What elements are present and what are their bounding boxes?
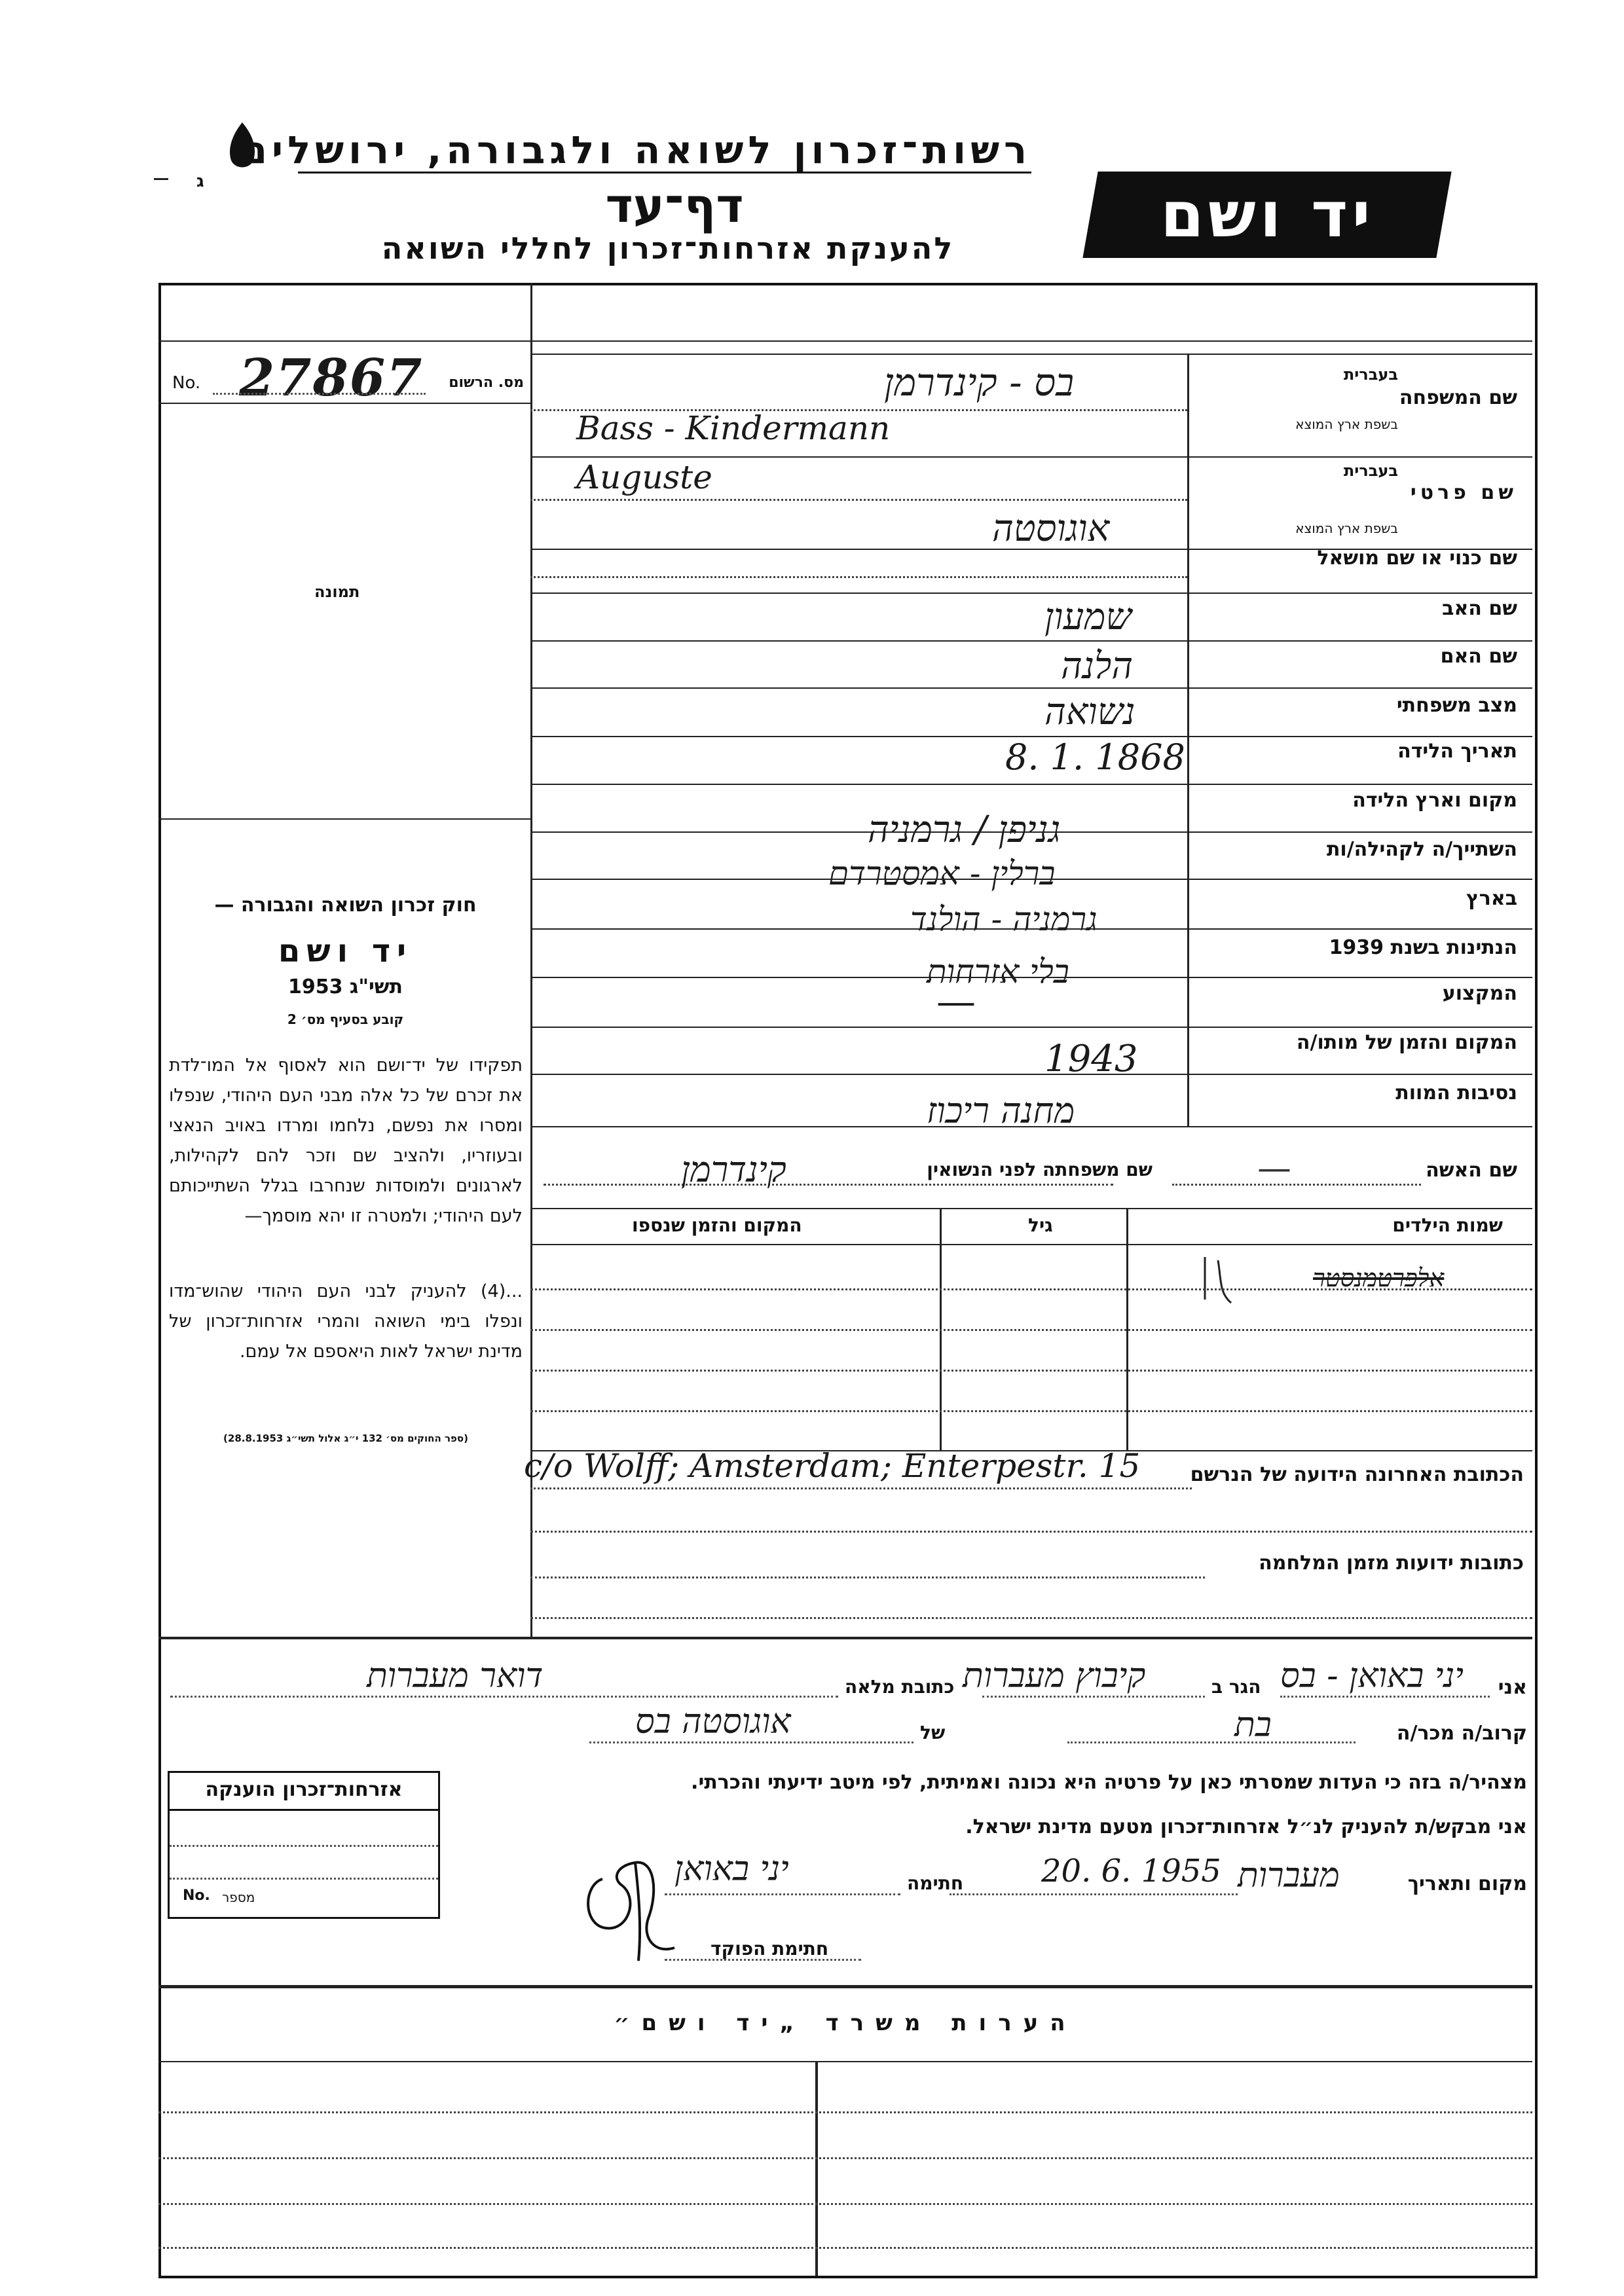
registry-line bbox=[213, 393, 426, 395]
grant-box-rule bbox=[170, 1809, 438, 1811]
grant-box-number-label: מספר bbox=[222, 1889, 255, 1905]
relation-of-value: אוגוסטה בס bbox=[635, 1702, 791, 1741]
rule-mother-bottom bbox=[530, 687, 1532, 689]
dotline-maiden bbox=[544, 1184, 1113, 1186]
rule-father-bottom bbox=[530, 640, 1532, 642]
top-strip-rule bbox=[158, 340, 1532, 342]
rule-family-name-top bbox=[530, 354, 1532, 355]
form-title: דף־עד bbox=[605, 178, 744, 233]
first-name-hebrew-value: אוגוסטה bbox=[992, 507, 1110, 550]
wife-value: — bbox=[1257, 1149, 1291, 1188]
dotline-declarant bbox=[1280, 1696, 1490, 1698]
children-age-label: גיל bbox=[1028, 1214, 1053, 1236]
community-label: השתייך/ה לקהילה/ות bbox=[1326, 838, 1517, 861]
wife-label: שם האשה bbox=[1426, 1159, 1517, 1182]
office-notes-title: הערות משרד „יד ושם״ bbox=[614, 2010, 1077, 2036]
citizenship-label: הנתינות בשנת 1939 bbox=[1329, 936, 1517, 959]
dotline-relation-of bbox=[589, 1741, 913, 1743]
dotline-office-4 bbox=[158, 2247, 1532, 2249]
grant-box-line-1 bbox=[170, 1845, 438, 1847]
declarant-name: יני באואן - בס bbox=[1280, 1656, 1464, 1696]
law-title: חוק זכרון השואה והגבורה — bbox=[214, 894, 477, 917]
children-label: שמות הילדים bbox=[1392, 1214, 1503, 1236]
registry-rule bbox=[158, 403, 530, 404]
margin-mark: ג bbox=[196, 172, 204, 191]
relation-label: קרוב/ה מכר/ה bbox=[1396, 1722, 1527, 1745]
family-name-label: שם המשפחה bbox=[1399, 386, 1517, 409]
struck-scribble-icon bbox=[1192, 1254, 1323, 1306]
declaration-date: 20. 6. 1955 bbox=[1041, 1853, 1221, 1889]
declaration-statement-truth: מצהיר/ה בזה כי העדות שמסרתי כאן על פרטיה היא נכונה ואמיתית, לפי מיטב ידיעתי והכרתי. bbox=[691, 1771, 1527, 1794]
family-name-origin-label: בשפת ארץ המוצא bbox=[1295, 416, 1398, 432]
rule-country-bottom bbox=[530, 928, 1532, 930]
authority-name: רשות־זכרון לשואה ולגבורה, ירושלים bbox=[240, 128, 1031, 172]
death-cause-label: נסיבות המוות bbox=[1395, 1082, 1517, 1104]
rule-cause-bottom bbox=[530, 1126, 1532, 1127]
place-date-label: מקום ותאריך bbox=[1407, 1872, 1527, 1895]
dotline-address-1 bbox=[530, 1487, 1192, 1489]
law-name: יד ושם bbox=[278, 933, 413, 970]
country-label: בארץ bbox=[1466, 887, 1517, 910]
dotline-war-2 bbox=[530, 1617, 1532, 1619]
left-column-rule bbox=[530, 283, 532, 1638]
rule-office-header bbox=[158, 2061, 1532, 2062]
last-address-value: c/o Wolff; Amsterdam; Enterpestr. 15 bbox=[524, 1447, 1141, 1485]
father-value: שמעון bbox=[1044, 596, 1132, 638]
dotline-child-2 bbox=[530, 1329, 1532, 1331]
margin-tick bbox=[154, 178, 168, 180]
family-name-hebrew-label: בעברית bbox=[1343, 365, 1398, 384]
dotline-city bbox=[982, 1696, 1205, 1698]
dotline-office-2 bbox=[158, 2157, 1532, 2159]
declaration-statement-request: אני מבקש/ת להעניק לנ״ל אזרחות־זכרון מטעם מדינת ישראל. bbox=[965, 1815, 1527, 1838]
relation-of-label: של bbox=[920, 1722, 946, 1743]
resides-label: הגר ב bbox=[1211, 1676, 1261, 1698]
signed-label: חתימה bbox=[907, 1872, 964, 1894]
family-name-latin-value: Bass - Kindermann bbox=[576, 409, 891, 447]
registry-number: 27867 bbox=[239, 348, 424, 408]
law-source: (ספר החוקים מס׳ 132 י״ג אלול תשי״ג 28.8.1953) bbox=[223, 1432, 468, 1444]
marital-status-label: מצב משפחתי bbox=[1396, 694, 1517, 717]
rule-nickname-bottom bbox=[530, 592, 1532, 594]
maiden-name-value: קינדרמן bbox=[681, 1149, 786, 1190]
law-text-clause-4: ...(4) להעניק לבני העם היהודי שהוש־מדו ונפלו בימי השואה והמרי אזרחות־זכרון של מדינת ישראל לאות היאספם אל עמם. bbox=[169, 1281, 523, 1362]
dotline-full-address bbox=[170, 1696, 838, 1698]
first-name-hebrew-label: בעברית bbox=[1343, 462, 1398, 480]
father-label: שם האב bbox=[1442, 597, 1517, 620]
registry-no-label: No. bbox=[172, 373, 201, 393]
children-place-label: המקום והזמן שנספו bbox=[632, 1214, 802, 1236]
form-subtitle: להענקת אזרחות־זכרון לחללי השואה bbox=[381, 230, 955, 266]
photo-box-bottom bbox=[158, 818, 530, 820]
dotline-wife bbox=[1172, 1184, 1421, 1186]
dotline-office-3 bbox=[158, 2203, 1532, 2205]
dotline-child-4 bbox=[530, 1410, 1532, 1412]
rule-declaration-top bbox=[158, 1637, 1532, 1639]
logo-text: יד ושם bbox=[1160, 178, 1375, 251]
rule-death-bottom bbox=[530, 1074, 1532, 1075]
rule-wife-bottom bbox=[530, 1208, 1532, 1209]
declarant-city: קיבוץ מעברות bbox=[963, 1656, 1146, 1696]
birth-place-label: מקום וארץ הלידה bbox=[1352, 789, 1517, 812]
birth-place-value: גניפן / גרמניה bbox=[868, 809, 1061, 851]
maiden-name-label: שם משפחתה לפני הנשואין bbox=[927, 1159, 1153, 1180]
dotline-first-latin bbox=[530, 499, 1187, 501]
yad-vashem-logo bbox=[1082, 172, 1451, 258]
community-value: ברלין - אמסטרדם bbox=[828, 854, 1056, 892]
nickname-label: שם כנוי או שם מושאל bbox=[1317, 547, 1517, 570]
dotline-place-date bbox=[950, 1893, 1238, 1895]
first-name-label: שם פרטי bbox=[1410, 481, 1517, 504]
label-column-rule bbox=[1187, 354, 1189, 1126]
declaration-place: מעברות bbox=[1238, 1856, 1340, 1895]
dotline-address-2 bbox=[530, 1531, 1532, 1533]
declarant-i-label: אני bbox=[1498, 1676, 1527, 1699]
signature-name: יני באואן bbox=[674, 1850, 789, 1889]
registry-number-label: מס. הרשום bbox=[449, 374, 524, 391]
authority-underline bbox=[298, 172, 1031, 173]
rule-family-name-bottom bbox=[530, 456, 1532, 458]
grant-box-title: אזרחות־זכרון הוענקה bbox=[205, 1778, 403, 1801]
profession-value: — bbox=[936, 979, 976, 1025]
officer-signature-label: חתימת הפוקד bbox=[710, 1938, 829, 1959]
mother-value: הלנה bbox=[1061, 645, 1134, 687]
first-name-latin-value: Auguste bbox=[576, 458, 712, 496]
citizenship-value: בלי אזרחות bbox=[927, 953, 1069, 991]
relation-value: בת bbox=[1234, 1705, 1272, 1745]
signature-scribble-icon bbox=[576, 1840, 720, 1971]
death-place-time-label: המקום והזמן של מותו/ה bbox=[1296, 1031, 1517, 1054]
header bbox=[0, 0, 1624, 282]
death-place-time-value: 1943 bbox=[1044, 1038, 1138, 1080]
rule-community-bottom bbox=[530, 879, 1532, 880]
grant-box bbox=[168, 1771, 440, 1919]
dotline-child-3 bbox=[530, 1370, 1532, 1372]
rule-citizenship-bottom bbox=[530, 977, 1532, 978]
law-year: תשי"ג 1953 bbox=[287, 975, 403, 998]
wartime-address-label: כתובות ידועות מזמן המלחמה bbox=[1259, 1552, 1524, 1575]
country-value: גרמניה - הולנד bbox=[910, 900, 1098, 938]
grant-box-no-label: No. bbox=[183, 1887, 210, 1904]
full-address-label: כתובת מלאה bbox=[845, 1676, 955, 1698]
registry-number-block bbox=[167, 348, 530, 408]
dotline-office-1 bbox=[158, 2111, 1532, 2113]
birth-date-label: תאריך הלידה bbox=[1397, 740, 1517, 763]
death-cause-value: מחנה ריכוז bbox=[927, 1090, 1075, 1131]
dotline-child-1 bbox=[530, 1288, 1532, 1290]
photo-label: תמונה bbox=[314, 583, 360, 601]
mother-label: שם האם bbox=[1440, 645, 1517, 668]
rule-profession-bottom bbox=[530, 1027, 1532, 1028]
office-notes-divider bbox=[815, 2061, 818, 2276]
family-name-hebrew-value: בס - קינדרמן bbox=[884, 360, 1075, 405]
first-name-origin-label: בשפת ארץ המוצא bbox=[1295, 520, 1398, 536]
marital-status-value: נשואה bbox=[1044, 691, 1135, 733]
grant-box-line-2 bbox=[170, 1878, 438, 1880]
last-address-label: הכתובת האחרונה הידועה של הנרשם bbox=[1190, 1463, 1524, 1486]
rule-children-header bbox=[530, 1244, 1532, 1245]
dotline-relation bbox=[1067, 1741, 1356, 1743]
dotline-war-1 bbox=[530, 1576, 1205, 1578]
profession-label: המקצוע bbox=[1442, 982, 1517, 1005]
law-clause: קובע בסעיף מס׳ 2 bbox=[287, 1011, 404, 1027]
dotline-nickname bbox=[530, 576, 1187, 578]
law-text-purpose: תפקידו של יד־ושם הוא לאסוף אל המו־לדת את זכרם של כל אלה מבני העם היהודי, שנפלו ומסרו את נפשם, נלחמו ומרדו באויב הנאצי ובעוזריו, ולהציב שם וזכר להם לקהילות, לארגונים ולמוסדות שנחרבו בגלל השתייכותם לעם היהודי; ולמטרה זו יהא מוסמך— bbox=[169, 1055, 523, 1226]
rule-office-top bbox=[158, 1985, 1532, 1988]
declarant-full-address: דואר מעברות bbox=[367, 1656, 544, 1696]
rule-dob-bottom bbox=[530, 784, 1532, 785]
birth-date-value: 8. 1. 1868 bbox=[1005, 737, 1185, 778]
children-struck-entry: אלפרטמנסטר bbox=[1313, 1264, 1445, 1292]
